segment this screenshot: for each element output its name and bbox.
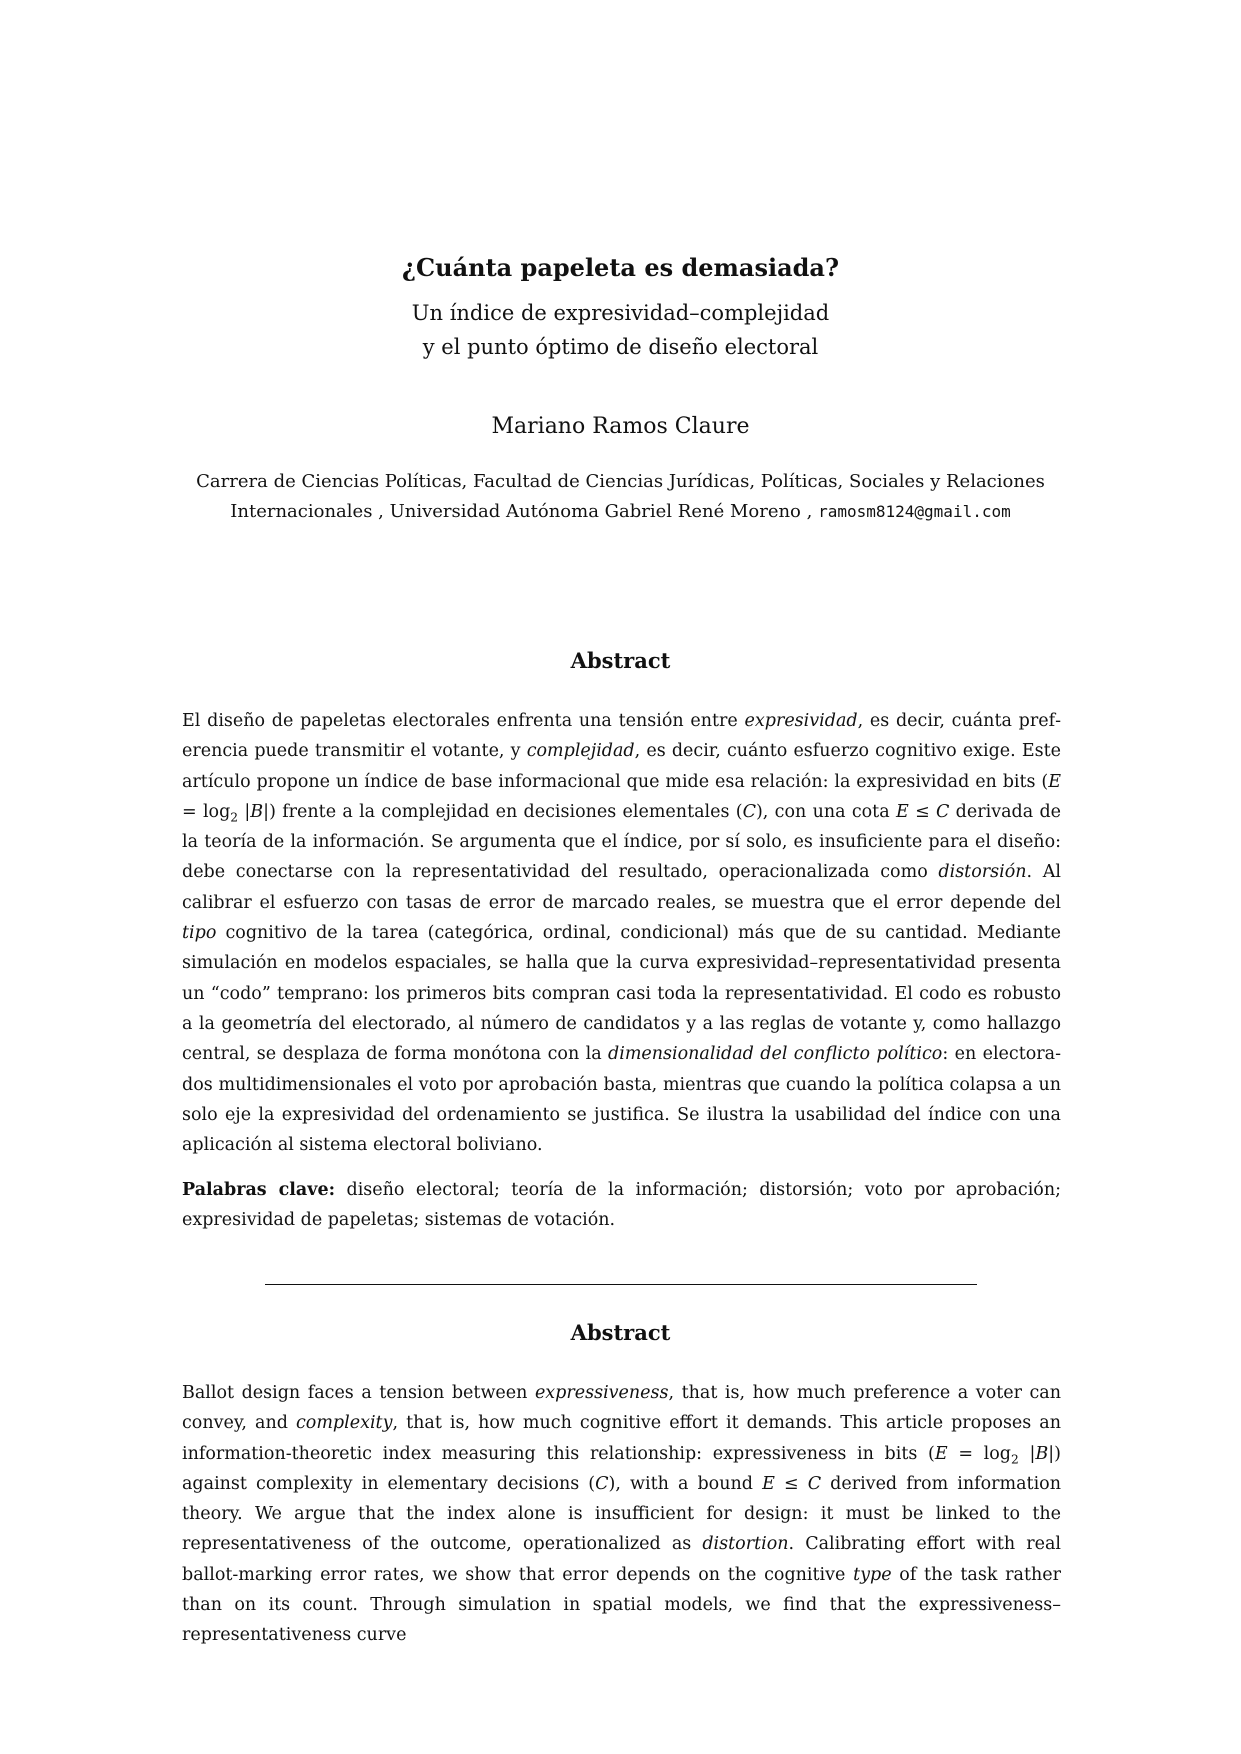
math-symbol: E [1048, 771, 1061, 792]
text-run: derivada de la teoría de la información. Se argumenta que el índice, por sí solo, es insuficiente para el diseño: debe conectarse con la representatividad del resultado, operacionalizada como [182, 801, 1062, 883]
text-run: |) against complexity in elementary decisions ( [182, 1443, 1062, 1494]
text-run: , that is, how much cognitive effort it demands. This article proposes an information-theoretic index measuring this relationship: expressiveness in bits ( [182, 1413, 1062, 1464]
text-run: ≤ [774, 1473, 808, 1494]
affiliation-line-1: Carrera de Ciencias Políticas, Facultad de Ciencias Jurídicas, Políticas, Sociales y Relaciones [196, 471, 1045, 492]
author-affiliation [190, 467, 1051, 527]
math-symbol: C [807, 1473, 822, 1494]
text-run: of the task rather than on its count. Through simulation in spatial models, we find that the expressiveness–representativeness curve [182, 1564, 1061, 1646]
text-run: , es decir, cuánta preferencia puede transmitir el votante, y [182, 711, 1061, 762]
abstract-body-en [182, 1378, 1061, 1651]
emphasis-text: expresividad [744, 711, 858, 731]
section-divider [265, 1284, 977, 1285]
emphasis-text: dimensionalidad del conflicto político [608, 1044, 943, 1065]
math-symbol: C [595, 1473, 609, 1494]
keywords [182, 1175, 1061, 1236]
text-run: = log [947, 1443, 1012, 1464]
emphasis-text: complejidad [526, 741, 635, 762]
subtitle-line-1: Un índice de expresividad–complejidad [411, 301, 830, 325]
text-run: ), con una cota [755, 801, 896, 822]
subtitle-line-2: y el punto óptimo de diseño electoral [422, 335, 819, 359]
text-run: . Al calibrar el esfuerzo con tasas de error de marcado reales, se muestra que el error depende del [182, 862, 1061, 913]
text-run: , es decir, cuánto esfuerzo cognitivo exige. Este artículo propone un índice de base informacional que mide esa relación: la expresividad en bits ( [182, 741, 1061, 792]
math-symbol: C [936, 801, 950, 822]
paper-subtitle [0, 296, 1241, 364]
math-subscript: 2 [230, 810, 239, 825]
keywords-text: diseño electoral; teoría de la información; distorsión; voto por aprobación; expresividad de papeletas; sistemas de votación. [182, 1180, 1061, 1231]
math-symbol: C [742, 801, 756, 822]
abstract-heading-en: Abstract [570, 1320, 671, 1345]
text-run: El diseño de papeletas electorales enfrenta una tensión entre [182, 711, 745, 731]
math-symbol: B [250, 801, 264, 822]
text-run: = log [182, 801, 231, 822]
text-run: . Calibrating effort with real ballot-marking error rates, we show that error depends on the cognitive [182, 1534, 1061, 1585]
math-symbol: E [895, 801, 909, 822]
emphasis-text: distorsión [938, 862, 1027, 883]
paper-title: ¿Cuánta papeleta es demasiada? [401, 253, 840, 282]
math-symbol: E [934, 1443, 948, 1464]
text-run: |) frente a la complejidad en decisiones elementales ( [263, 801, 743, 822]
text-run: ≤ [908, 801, 936, 822]
text-run: Ballot design faces a tension between [182, 1383, 535, 1403]
affiliation-line-2 [190, 497, 1051, 527]
emphasis-text: tipo [182, 923, 217, 944]
math-symbol: B [1035, 1443, 1049, 1464]
emphasis-text: type [853, 1564, 892, 1585]
author-email[interactable]: ramosm8124@gmail.com [818, 502, 1011, 521]
author-name: Mariano Ramos Claure [491, 414, 750, 439]
text-run: | [238, 801, 251, 822]
math-subscript: 2 [1011, 1452, 1019, 1467]
emphasis-text: complexity [295, 1413, 393, 1434]
keywords-label: Palabras clave: [182, 1180, 336, 1200]
emphasis-text: expressiveness [534, 1383, 669, 1403]
text-run: cognitivo de la tarea (categórica, ordinal, condicional) más que de su cantidad. Mediante simulación en modelos espaciales, se halla que la curva expresividad–representatividad presenta un “codo” temprano: los primeros bits compran casi toda la representatividad. El codo es robusto a la geometría del electorado, al número de candidatos y a las reglas de votante y, como hallazgo central, se desplaza de forma monótona con la [182, 923, 1061, 1065]
text-run: derived from information theory. We argue that the index alone is insufficient for design: it must be linked to the representativeness of the outcome, operationalized as [182, 1473, 1061, 1555]
text-run: | [1018, 1443, 1036, 1464]
text-run: ), with a bound [608, 1473, 763, 1494]
math-symbol: E [762, 1473, 775, 1494]
affiliation-institution: Internacionales , Universidad Autónoma Gabriel René Moreno , [230, 501, 813, 522]
text-run: : en electorados multidimensionales el voto por aprobación basta, mientras que cuando la política colapsa a un solo eje la expresividad del ordenamiento se justifica. Se ilustra la usabilidad del índice con una aplicación al sistema electoral boliviano. [182, 1044, 1062, 1156]
text-run: , that is, how much preference a voter can convey, and [182, 1383, 1061, 1434]
emphasis-text: distortion [702, 1534, 789, 1555]
abstract-body-es [182, 706, 1061, 1160]
abstract-heading-es: Abstract [570, 648, 671, 673]
